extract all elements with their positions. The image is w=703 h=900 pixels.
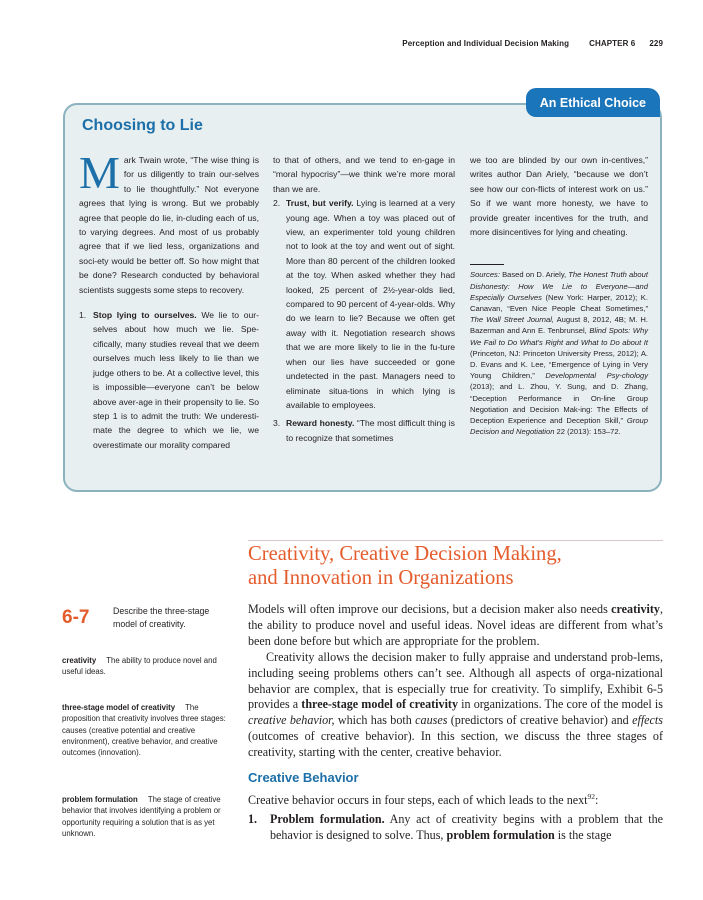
body-text	[248, 602, 663, 761]
box-intro	[79, 147, 259, 297]
source-title: Group Decision and Negotiation	[470, 416, 648, 437]
drop-cap: M	[79, 147, 120, 198]
key-term: creativity	[611, 602, 660, 616]
column-3-text: we too are blinded by our own in-centives,” writes author Dan Ariely, “because we don’t see how our con-flicts of interest work on us.” So if we want more honesty, we have to provide greater incentives for the truth, and more disincentives for lying and cheating.	[470, 155, 648, 238]
section-title-line: and Innovation in Organizations	[248, 567, 514, 589]
emphasis: causes	[415, 713, 448, 728]
text-run: (predictors of creative behavior) and	[447, 713, 633, 728]
text-run: Any act of creativity begins with a problem that the behavior is designed to solve. Thus,	[270, 812, 664, 842]
source-title: The Honest Truth about Dishonesty: How We Lie to Everyone—and Especially Ourselves	[470, 270, 648, 302]
source-text: (New York: Harper, 2012); K. Canavan, “Even Nice People Cheat Sometimes,”	[470, 292, 648, 314]
box-column-2	[273, 153, 455, 445]
item-heading: Problem formulation.	[270, 812, 385, 826]
box-list	[79, 308, 259, 452]
text-run: Models will often improve our decisions, but a decision maker also needs	[248, 602, 612, 616]
text-run: Creativity allows the decision maker to fully appraise and understand prob-lems, including seeing problems others can’t see. Although all aspects of orga-nizational behavior are complex, that is especially true for creativity. To simplify, Exhibit 6-5 provides a	[248, 649, 663, 712]
source-text: August 8, 2012, 4B; M. H. Bazerman and Ann E. Tenbrunsel,	[470, 315, 648, 336]
text-run: is the stage	[554, 827, 612, 842]
ethical-choice-tag: An Ethical Choice	[526, 88, 660, 117]
sources-label: Sources:	[470, 270, 500, 280]
source-text: (2013); and L. Zhou, Y. Sung, and D. Zhang, “Deception Performance in On-line Group Negotiation and Decision Mak-ing: The Effects of Deception Experience and Deception Skill,”	[470, 382, 648, 426]
source-text: (Princeton, NJ: Princeton University Press, 2012); A. D. Evans and K. Lee, “Emergence of Lying in Very Young Children,”	[470, 348, 648, 381]
source-title: Blind Spots: Why We Fail to Do What’s Right and What to Do about It	[470, 326, 648, 347]
section-title-line: Creativity, Creative Decision Making,	[248, 543, 562, 565]
list-item	[248, 812, 663, 844]
glossary-term: problem formulation	[62, 795, 138, 804]
paragraph	[248, 650, 663, 761]
learning-objective-number: 6-7	[62, 607, 90, 628]
body-list	[248, 812, 663, 844]
sources-note	[470, 269, 648, 437]
source-title: The Wall Street Journal,	[470, 315, 554, 325]
text-run: , the ability to produce novel and useful ideas. Novel ideas are different from what’s been done before but which are appropriate for the problem.	[248, 602, 663, 648]
glossary-problem-formulation	[62, 794, 232, 839]
ethical-choice-box	[63, 96, 662, 492]
paragraph	[248, 793, 663, 809]
footnote-ref: 92	[587, 791, 596, 801]
text-run: which has both	[334, 713, 416, 728]
box-list-continued	[273, 196, 455, 445]
text-run: (outcomes of creative behavior). In this section, we discuss the three stages of creativity, starting with the center, creative behavior.	[248, 729, 663, 760]
subheading-creative-behavior: Creative Behavior	[248, 770, 359, 785]
item-number: 3.	[273, 418, 281, 429]
list-item	[273, 416, 455, 445]
glossary-definition: The ability to produce novel and useful ideas.	[62, 656, 217, 677]
running-head-title: Perception and Individual Decision Making	[402, 39, 570, 48]
source-title: Developmental Psy-chology	[545, 371, 649, 381]
list-item	[273, 196, 455, 412]
glossary-term: creativity	[62, 656, 97, 665]
item-heading: Stop lying to ourselves.	[93, 310, 197, 321]
running-head-chapter: CHAPTER 6	[589, 39, 636, 48]
glossary-term: three-stage model of creativity	[62, 703, 176, 712]
body-text-2	[248, 793, 663, 809]
page-number: 229	[649, 39, 663, 48]
emphasis: creative behavior,	[248, 713, 335, 728]
glossary-definition: The stage of creative behavior that involves identifying a problem or opportunity requiring a solution that is as yet unknown.	[62, 795, 221, 838]
item-text: “The most difficult thing is to recognize that sometimes	[286, 418, 455, 443]
text-run: :	[595, 793, 599, 807]
glossary-definition: The proposition that creativity involves three stages: causes (creative potential and creative environment), creative behavior, and creative outcomes (innovation).	[62, 703, 226, 758]
box-column-3	[470, 153, 648, 437]
item-number: 1.	[248, 812, 258, 826]
item-number: 2.	[273, 198, 281, 209]
running-head	[402, 39, 663, 48]
item-number: 1.	[79, 310, 87, 321]
item-text: We lie to our-selves about how much we lie. Spe-cifically, many studies reveal that we deem ourselves much less likely to lie than we judge others to be. At a collective level, this is impossible—everyone can’t be below above aver-age in their propensity to lie. So step 1 is to admit the truth: We underesti-mate the degree to which we lie, we overestimate our morality compared	[93, 310, 260, 450]
learning-objective-text: Describe the three-stage model of creativity.	[113, 606, 210, 629]
glossary-creativity	[62, 655, 232, 678]
text-run: Creative behavior occurs in four steps, each of which leads to the next	[248, 793, 588, 807]
box-title: Choosing to Lie	[82, 117, 203, 134]
section-title	[248, 542, 562, 590]
item-heading: Reward honesty.	[286, 418, 355, 429]
paragraph	[248, 602, 663, 650]
section-rule	[248, 540, 663, 541]
sources-divider	[470, 264, 504, 265]
item-heading: Trust, but verify.	[286, 198, 354, 209]
key-term: problem formulation	[446, 827, 555, 842]
item-text: Lying is learned at a very young age. When a toy was placed out of view, an experimenter told young children not to look at the toy and went out of sight. More than 80 percent of the children looked at the toy. When asked whether they had looked, 25 percent of 2½-year-olds lied, compared to 90 percent of 4-year-olds. Why do we learn to lie? Because we often get away with it. Negotiation research shows that we are more likely to lie in the fu-ture when our lies have succeeded or gone undetected in the past. Managers need to eliminate situa-tions in which lying is available to employees.	[286, 198, 456, 410]
box-column-1	[79, 147, 260, 452]
emphasis: effects	[632, 713, 663, 728]
text-run: in organizations. The core of the model is	[458, 697, 663, 712]
source-text: Based on D. Ariely,	[499, 270, 569, 280]
source-text: 22 (2013): 153–72.	[554, 427, 621, 437]
glossary-three-stage-model	[62, 702, 232, 758]
column-continuation: to that of others, and we tend to en-gage in “moral hypocrisy”—we think we’re more moral than we are.	[273, 155, 455, 194]
intro-text: ark Twain wrote, “The wise thing is for us diligently to train our-selves to lie thoughtfully.” Not everyone agrees that lying is wrong. But we probably agree that people do lie, in-cluding each of us, to varying degrees. And most of us probably agree that if we lied less, organizations and soci-ety would be better off. So how might that be done? Research conducted by behavioral scientists suggests some steps to recovery.	[79, 155, 259, 295]
list-item	[79, 308, 259, 452]
key-term: three-stage model of creativity	[301, 697, 459, 712]
